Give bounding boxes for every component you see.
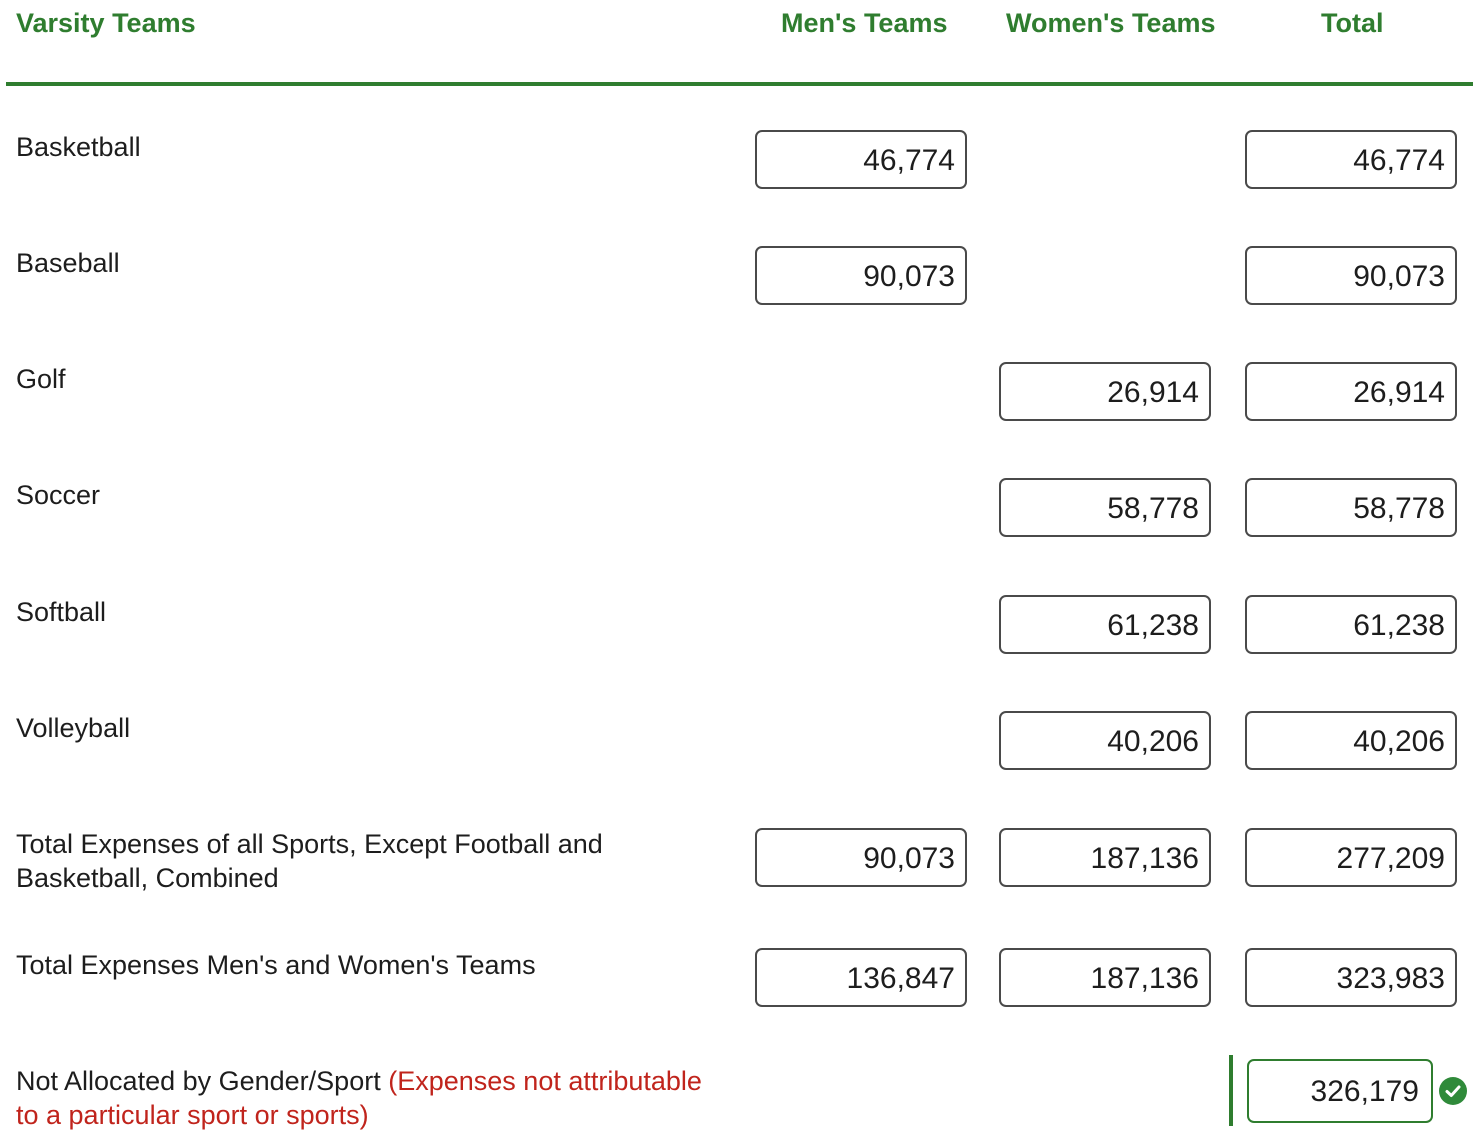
softball-total-field[interactable]: 61,238 [1245, 595, 1457, 654]
check-circle-icon [1439, 1077, 1467, 1105]
soccer-total-field[interactable]: 58,778 [1245, 478, 1457, 537]
not-allocated-note-line-1: (Expenses not attributable [388, 1066, 702, 1096]
total-except-total-field[interactable]: 277,209 [1245, 828, 1457, 887]
baseball-total-field[interactable]: 90,073 [1245, 246, 1457, 305]
label-line-1: Total Expenses of all Sports, Except Football and [16, 829, 603, 859]
row-label-total-except-football-basketball [16, 827, 603, 895]
not-allocated-total-field[interactable]: 326,179 [1247, 1059, 1433, 1123]
soccer-womens-field[interactable]: 58,778 [999, 478, 1211, 537]
golf-total-field[interactable]: 26,914 [1245, 362, 1457, 421]
not-allocated-label: Not Allocated by Gender/Sport [16, 1066, 381, 1096]
baseball-mens-field[interactable]: 90,073 [755, 246, 967, 305]
total-mens-womens-womens-field[interactable]: 187,136 [999, 948, 1211, 1007]
row-label-not-allocated [16, 1064, 702, 1132]
softball-womens-field[interactable]: 61,238 [999, 595, 1211, 654]
basketball-mens-field[interactable]: 46,774 [755, 130, 967, 189]
total-mens-womens-total-field[interactable]: 323,983 [1245, 948, 1457, 1007]
row-label-volleyball: Volleyball [16, 713, 131, 743]
header-divider [6, 82, 1473, 86]
volleyball-total-field[interactable]: 40,206 [1245, 711, 1457, 770]
row-label-basketball: Basketball [16, 132, 141, 162]
label-line-2: Basketball, Combined [16, 863, 279, 893]
row-label-softball: Softball [16, 597, 107, 627]
row-label-soccer: Soccer [16, 480, 101, 510]
row-label-total-mens-womens: Total Expenses Men's and Women's Teams [16, 950, 536, 980]
valid-indicator-bar [1229, 1055, 1233, 1126]
not-allocated-note-line-2: to a particular sport or sports) [16, 1100, 369, 1130]
basketball-total-field[interactable]: 46,774 [1245, 130, 1457, 189]
row-label-baseball: Baseball [16, 248, 120, 278]
header-varsity-teams: Varsity Teams [16, 8, 196, 38]
total-except-womens-field[interactable]: 187,136 [999, 828, 1211, 887]
header-mens-teams: Men's Teams [781, 8, 948, 38]
total-mens-womens-mens-field[interactable]: 136,847 [755, 948, 967, 1007]
header-womens-teams: Women's Teams [1006, 8, 1216, 38]
volleyball-womens-field[interactable]: 40,206 [999, 711, 1211, 770]
golf-womens-field[interactable]: 26,914 [999, 362, 1211, 421]
header-total: Total [1321, 8, 1384, 38]
row-label-golf: Golf [16, 364, 66, 394]
total-except-mens-field[interactable]: 90,073 [755, 828, 967, 887]
